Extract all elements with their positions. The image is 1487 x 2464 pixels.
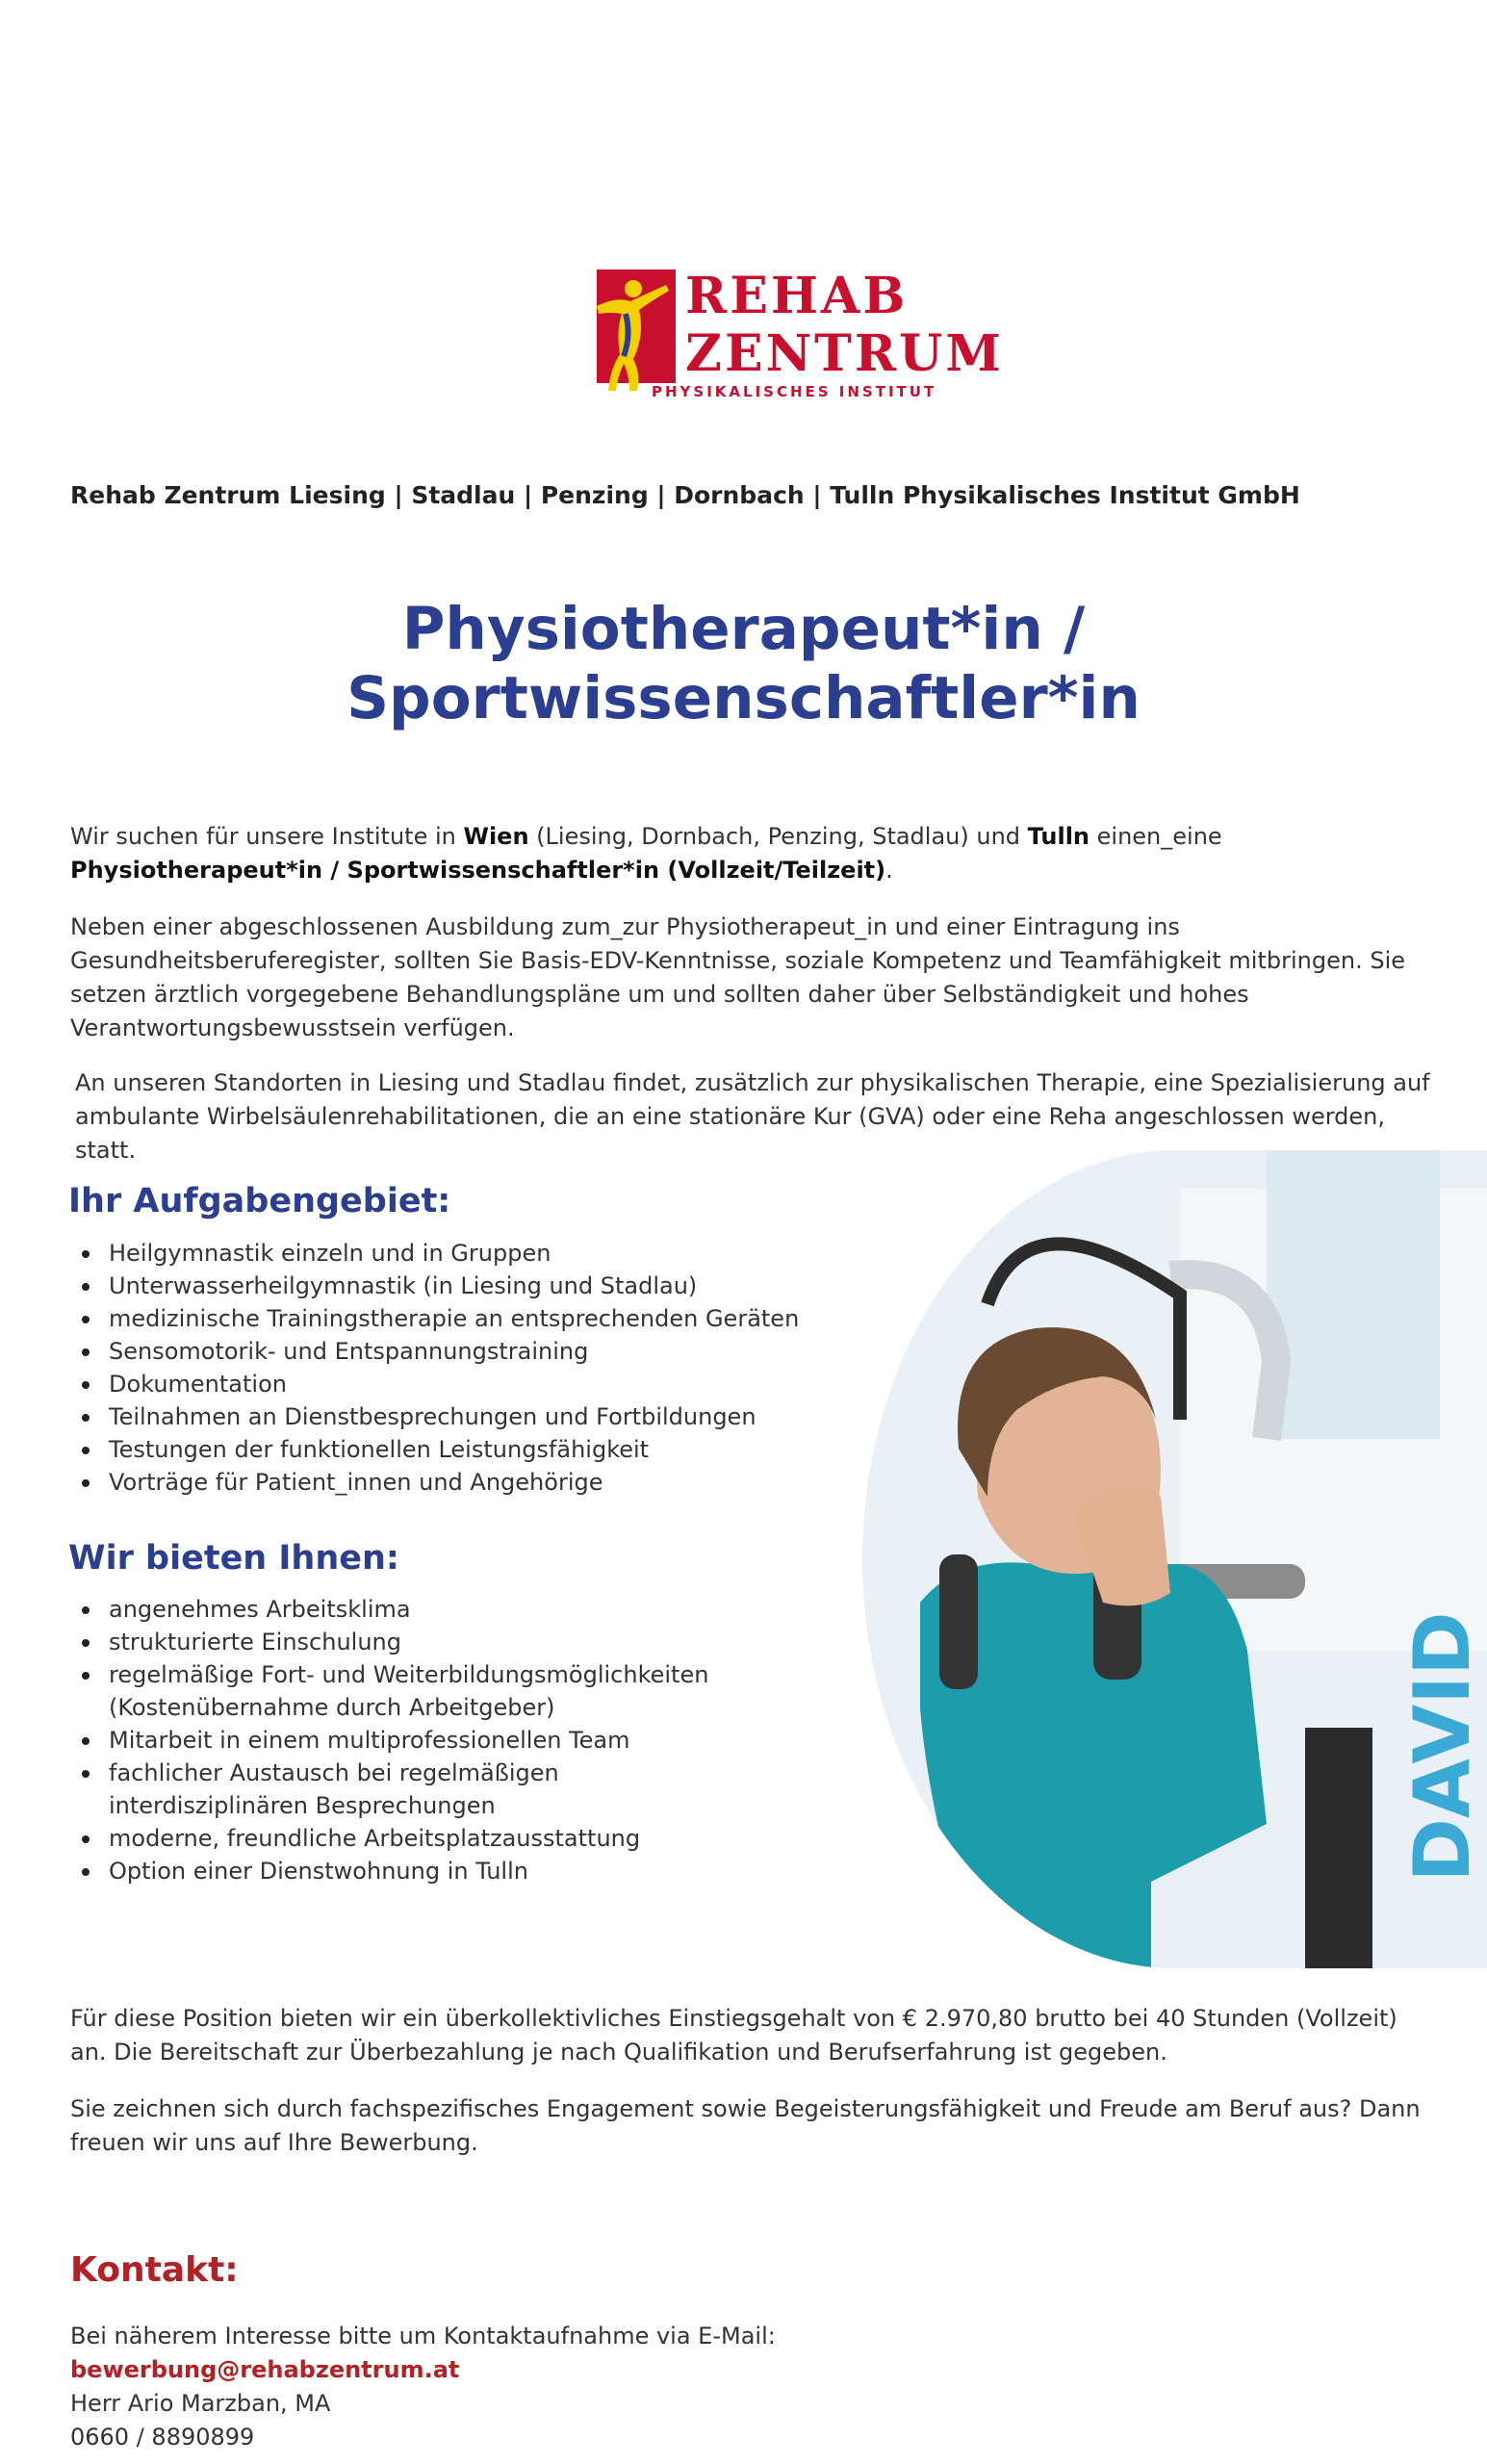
list-item: fachlicher Austausch bei regelmäßigen interdisziplinären Besprechungen [70,1757,744,1822]
intro-text-c: einen_eine [1090,823,1222,850]
david-brand-text: DAVID [1397,1611,1487,1883]
list-item: moderne, freundliche Arbeitsplatzausstattung [70,1822,744,1855]
offer-list [70,1593,744,1887]
contact-block [70,2320,776,2454]
intro-text-a: Wir suchen für unsere Institute in [70,823,464,850]
intro-text-d: . [885,857,893,884]
contact-heading: Kontakt: [70,2250,239,2290]
list-item: angenehmes Arbeitsklima [70,1593,744,1626]
tasks-heading: Ihr Aufgabengebiet: [68,1182,451,1220]
contact-person: Herr Ario Marzban, MA [70,2390,331,2417]
list-item: Vorträge für Patient_innen und Angehörige [70,1466,821,1499]
contact-intro: Bei näherem Interesse bitte um Kontaktaufnahme via E-Mail: [70,2323,776,2349]
logo-word-zentrum: ZENTRUM [685,324,1004,383]
list-item: Teilnahmen an Dienstbesprechungen und Fortbildungen [70,1400,821,1433]
list-item: regelmäßige Fort- und Weiterbildungsmöglichkeiten (Kostenübernahme durch Arbeitgeber) [70,1658,744,1724]
email-link[interactable]: bewerbung@rehabzentrum.at [70,2356,460,2383]
list-item: Dokumentation [70,1368,821,1400]
tasks-list [70,1237,821,1499]
intro-tulln: Tulln [1027,823,1090,850]
contact-phone: 0660 / 8890899 [70,2424,255,2451]
rehab-zentrum-logo [577,267,1004,407]
list-item: Testungen der funktionellen Leistungsfähigkeit [70,1433,821,1466]
list-item: Unterwasserheilgymnastik (in Liesing und Stadlau) [70,1270,821,1302]
list-item: Mitarbeit in einem multiprofessionellen Team [70,1724,744,1757]
requirements-paragraph: Neben einer abgeschlossenen Ausbildung zum_zur Physiotherapeut_in und einer Eintragung ins Gesundheitsberuferegister, sollten Sie Basis-EDV-Kenntnisse, soziale Kompetenz und Teamfähigkeit mitbringen. Sie setzen ärztlich vorgegebene Behandlungspläne um und sollten daher über Selbständigkeit und hohes Verantwortungsbewusstsein verfügen. [70,913,1405,1041]
list-item: Option einer Dienstwohnung in Tulln [70,1855,744,1887]
closing-paragraph: Sie zeichnen sich durch fachspezifisches Engagement sowie Begeisterungsfähigkeit und Freude am Beruf aus? Dann freuen wir uns auf Ihre Bewerbung. [70,2095,1421,2156]
salary-paragraph: Für diese Position bieten wir ein überkollektivliches Einstiegsgehalt von € 2.970,80 brutto bei 40 Stunden (Vollzeit) an. Die Bereitschaft zur Überbezahlung je nach Qualifikation und Berufserfahrung ist gegeben. [70,2005,1397,2066]
list-item: Sensomotorik- und Entspannungstraining [70,1335,821,1368]
job-title-line1: Physiotherapeut*in / [401,595,1086,663]
company-name: Rehab Zentrum Liesing | Stadlau | Penzing | Dornbach | Tulln Physikalisches Institut GmbH [70,481,1300,509]
list-item: Heilgymnastik einzeln und in Gruppen [70,1237,821,1270]
intro-wien: Wien [463,823,529,850]
logo-subtitle: PHYSIKALISCHES INSTITUT [652,383,937,400]
locations-paragraph: An unseren Standorten in Liesing und Stadlau findet, zusätzlich zur physikalischen Therapie, eine Spezialisierung auf ambulante Wirbelsäulenrehabilitationen, die an eine stationäre Kur (GVA) oder eine Reha angeschlossen werden, statt. [75,1069,1430,1164]
list-item: strukturierte Einschulung [70,1626,744,1658]
intro-paragraph [70,820,1437,887]
list-item: medizinische Trainingstherapie an entsprechenden Geräten [70,1302,821,1335]
intro-text-b: (Liesing, Dornbach, Penzing, Stadlau) und [528,823,1028,850]
patient-training-photo [862,1150,1487,1968]
intro-job: Physiotherapeut*in / Sportwissenschaftler*in (Vollzeit/Teilzeit) [70,857,886,884]
offer-heading: Wir bieten Ihnen: [68,1539,399,1578]
job-title-line2: Sportwissenschaftler*in [346,663,1141,732]
photo-illustration [862,1150,1487,1968]
logo-figure-icon [577,268,683,393]
job-title [0,595,1487,733]
logo-word-rehab: REHAB [685,267,909,325]
